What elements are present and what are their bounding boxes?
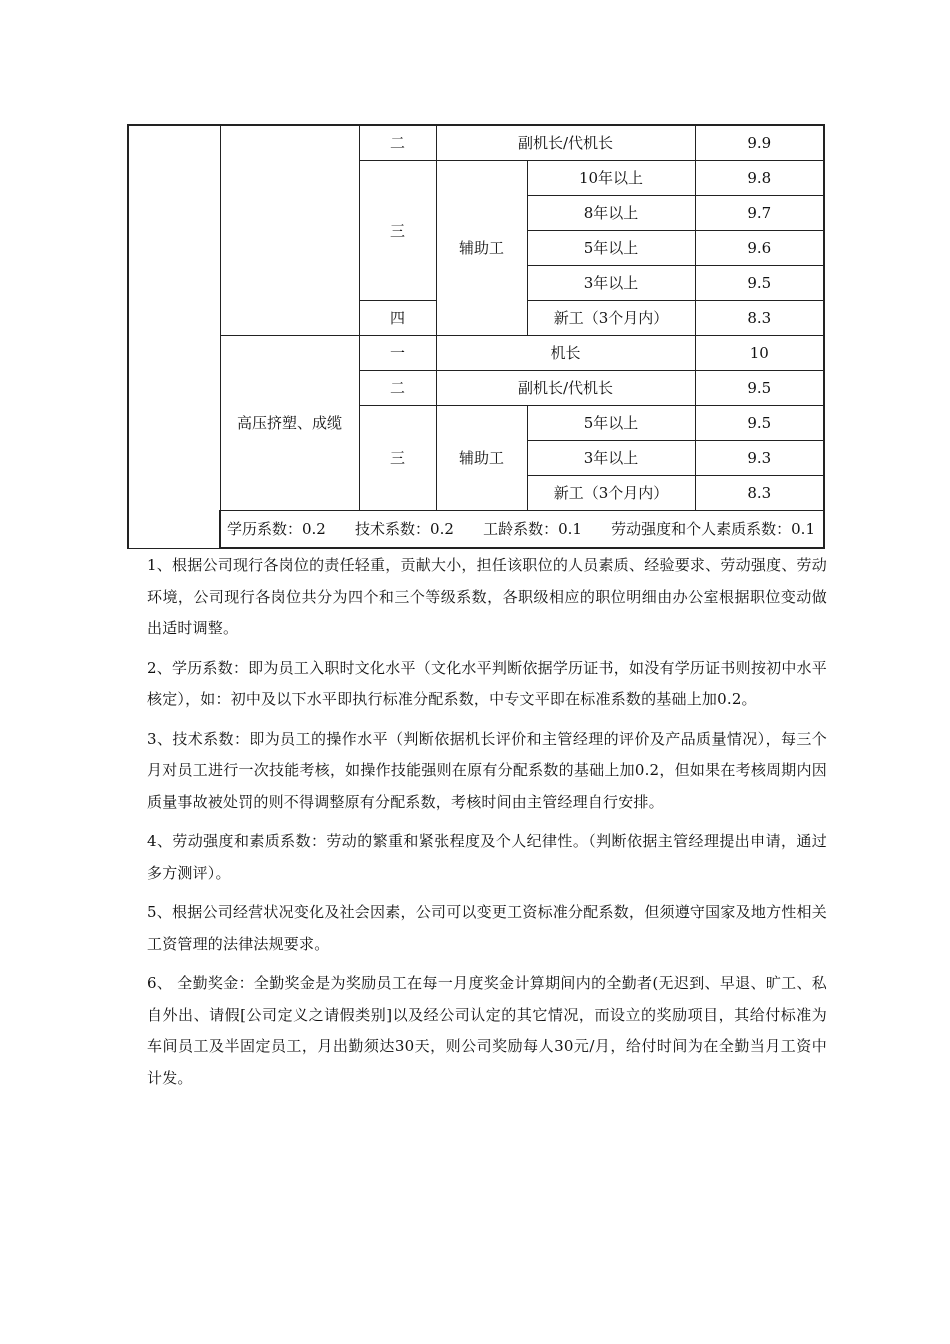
- table-row: [128, 125, 824, 161]
- coef-cell: 9.8: [695, 161, 824, 196]
- level-cell: 四: [359, 301, 436, 336]
- coefficient-table: [127, 124, 825, 549]
- notes-section: [147, 550, 827, 1102]
- seniority-cell: 新工（3个月内）: [527, 476, 695, 511]
- coef-cell: 9.5: [695, 371, 824, 406]
- note-paragraph: 3、技术系数：即为员工的操作水平（判断依据机长评价和主管经理的评价及产品质量情况），每三个月对员工进行一次技能考核，如操作技能强则在原有分配系数的基础上加0.2，但如果在考核周期内因质量事故被处罚的则不得调整原有分配系数，考核时间由主管经理自行安排。: [147, 729, 827, 811]
- position-cell: 副机长/代机长: [436, 371, 695, 406]
- coef-cell: 9.3: [695, 441, 824, 476]
- level-cell: 三: [359, 406, 436, 511]
- seniority-cell: 10年以上: [527, 161, 695, 196]
- coef-cell: 9.7: [695, 196, 824, 231]
- category-cell: [128, 125, 220, 548]
- summary-row: [128, 511, 824, 549]
- level-cell: 一: [359, 336, 436, 371]
- note-paragraph: 2、学历系数：即为员工入职时文化水平（文化水平判断依据学历证书，如没有学历证书则按初中水平核定），如：初中及以下水平即执行标准分配系数，中专文平即在标准系数的基础上加0.2。: [147, 658, 827, 708]
- note-paragraph: 5、根据公司经营状况变化及社会因素，公司可以变更工资标准分配系数，但须遵守国家及地方性相关工资管理的法律法规要求。: [147, 903, 827, 953]
- seniority-cell: 新工（3个月内）: [527, 301, 695, 336]
- position-cell: 机长: [436, 336, 695, 371]
- seniority-cell: 3年以上: [527, 441, 695, 476]
- coef-cell: 8.3: [695, 476, 824, 511]
- seniority-cell: 3年以上: [527, 266, 695, 301]
- note-paragraph: 4、劳动强度和素质系数：劳动的繁重和紧张程度及个人纪律性。（判断依据主管经理提出申请，通过多方测评）。: [147, 832, 827, 882]
- note-paragraph: 1、根据公司现行各岗位的责任轻重，贡献大小，担任该职位的人员素质、经验要求、劳动强度、劳动环境，公司现行各岗位共分为四个和三个等级系数，各职级相应的职位明细由办公室根据职位变动做出适时调整。: [147, 556, 827, 637]
- note-paragraph: 6、 全勤奖金：全勤奖金是为奖励员工在每一月度奖金计算期间内的全勤者(无迟到、早退、旷工、私自外出、请假[公司定义之请假类别]以及经公司认定的其它情况，而设立的奖励项目，其给付标准为车间员工及半固定员工，月出勤须达30天，则公司奖励每人30元/月，给付时间为在全勤当月工资中计发。: [147, 974, 827, 1087]
- coef-cell: 8.3: [695, 301, 824, 336]
- coef-cell: 9.5: [695, 266, 824, 301]
- labor-coef-text: 劳动强度和个人素质系数：0.1: [611, 520, 815, 538]
- summary-cell: [220, 511, 824, 549]
- coef-cell: 9.9: [695, 125, 824, 161]
- position-cell: 辅助工: [436, 161, 527, 336]
- coef-cell: 9.5: [695, 406, 824, 441]
- seniority-coef-text: 工龄系数：0.1: [483, 520, 582, 538]
- coef-cell: 10: [695, 336, 824, 371]
- table-row: [128, 336, 824, 371]
- level-cell: 二: [359, 371, 436, 406]
- tech-coef-text: 技术系数：0.2: [355, 520, 454, 538]
- process-cell-blank: [220, 125, 359, 336]
- seniority-cell: 8年以上: [527, 196, 695, 231]
- process-cell: 高压挤塑、成缆: [220, 336, 359, 511]
- level-cell: 二: [359, 125, 436, 161]
- edu-coef-text: 学历系数：0.2: [227, 520, 326, 538]
- level-cell: 三: [359, 161, 436, 301]
- seniority-cell: 5年以上: [527, 406, 695, 441]
- seniority-cell: 5年以上: [527, 231, 695, 266]
- position-cell: 副机长/代机长: [436, 125, 695, 161]
- position-cell: 辅助工: [436, 406, 527, 511]
- coef-cell: 9.6: [695, 231, 824, 266]
